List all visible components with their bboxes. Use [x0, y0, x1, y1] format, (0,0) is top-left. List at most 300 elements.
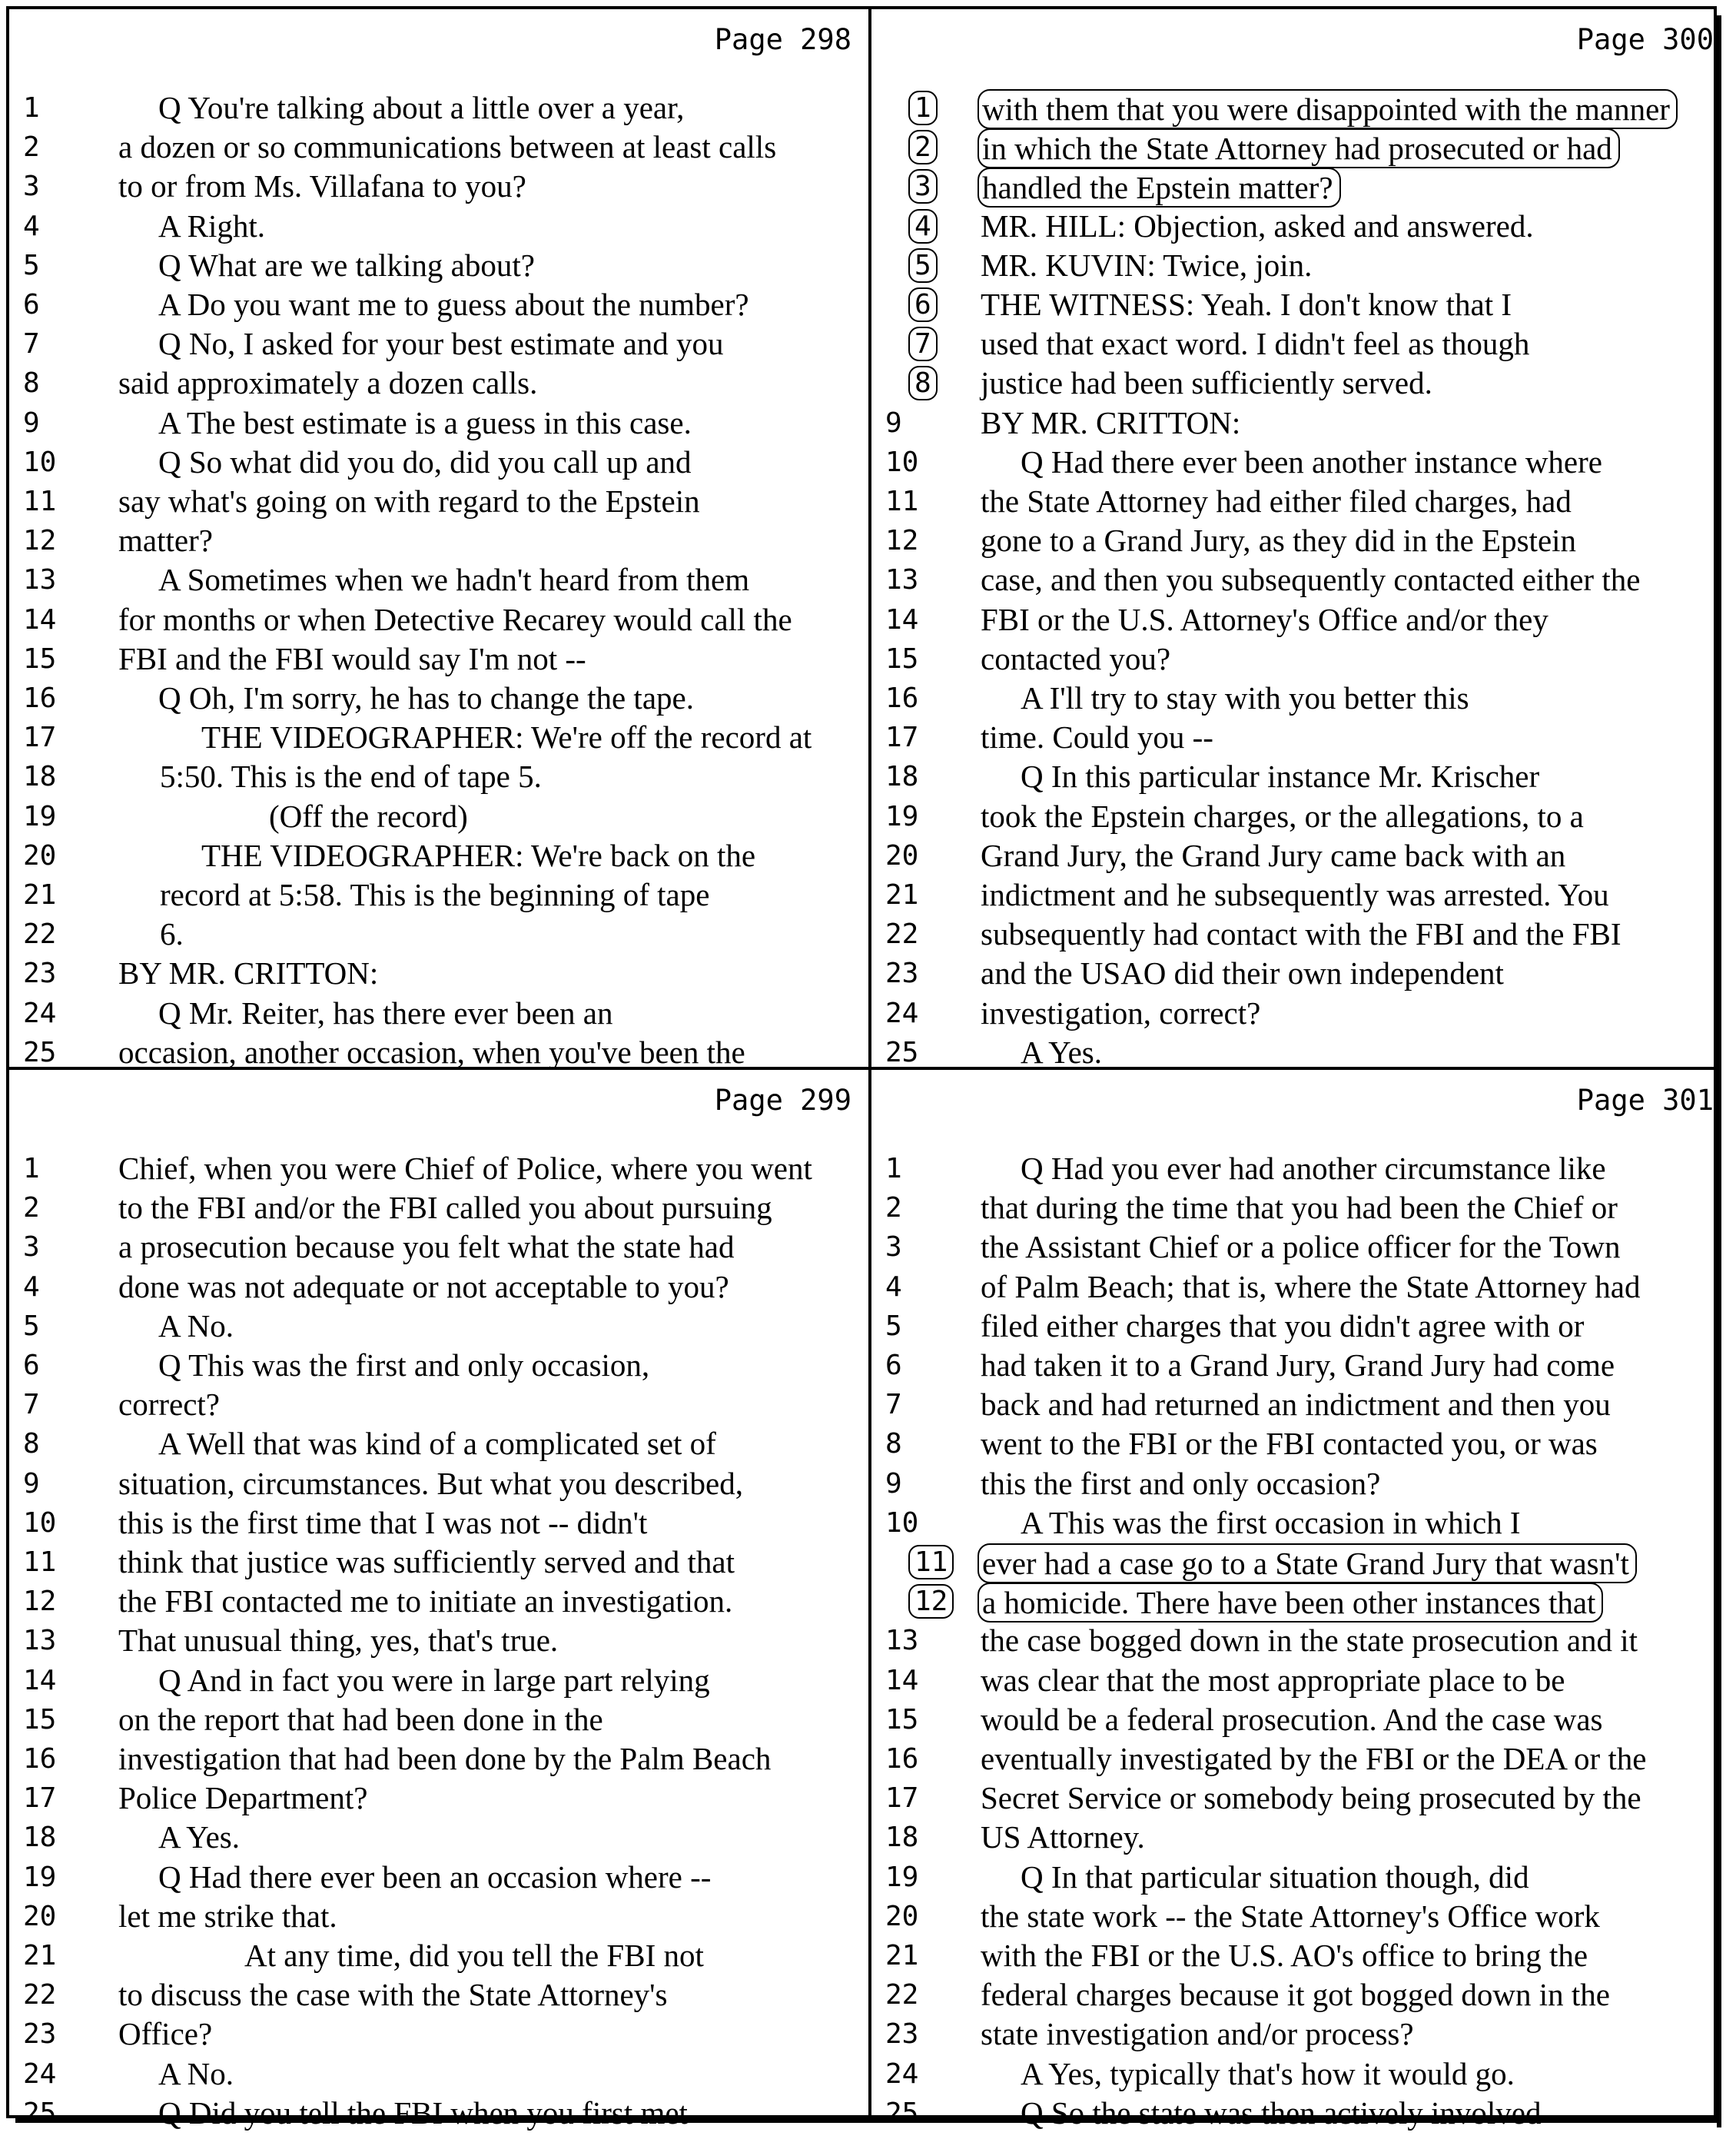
line-text: record at 5:58. This is the beginning of tape	[160, 877, 710, 912]
line-text: time. Could you --	[981, 719, 1213, 756]
transcript-line	[871, 2094, 1724, 2134]
transcript-line	[9, 1858, 862, 1898]
line-number: 11	[23, 1546, 57, 1578]
line-text: to the FBI and/or the FBI called you about pursuing	[118, 1190, 772, 1226]
transcript-line	[9, 1818, 862, 1858]
line-text: in which the State Attorney had prosecuted or had	[978, 128, 1620, 168]
transcript-line	[9, 837, 862, 876]
line-text: matter?	[118, 523, 213, 559]
line-number: 6	[885, 1350, 902, 1381]
transcript-line	[871, 1858, 1724, 1898]
transcript-line	[871, 1307, 1724, 1347]
line-number: 22	[885, 1979, 919, 2011]
line-number: 9	[885, 1467, 902, 1500]
line-text: situation, circumstances. But what you described,	[118, 1465, 743, 1501]
line-number: 6	[23, 1350, 40, 1381]
line-number: 21	[885, 879, 919, 911]
line-text: the state work -- the State Attorney's Office work	[981, 1898, 1600, 1934]
line-text: went to the FBI or the FBI contacted you, or was	[981, 1426, 1598, 1462]
line-number: 16	[23, 683, 57, 714]
line-text: contacted you?	[981, 640, 1171, 676]
transcript-line	[871, 443, 1724, 483]
line-text: Q This was the first and only occasion,	[158, 1347, 650, 1383]
transcript-line	[9, 1701, 862, 1740]
transcript-line	[9, 1307, 862, 1347]
line-text: Chief, when you were Chief of Police, where you went	[118, 1151, 812, 1186]
line-text: investigation, correct?	[981, 995, 1261, 1031]
line-text: A I'll try to stay with you better this	[1021, 680, 1469, 716]
transcript-line	[9, 168, 862, 207]
transcript-line	[871, 522, 1724, 561]
line-text: done was not adequate or not acceptable to you?	[118, 1268, 729, 1304]
line-number: 15	[23, 643, 57, 675]
transcript-line	[871, 1898, 1724, 1937]
line-number: 6	[23, 289, 40, 321]
line-number: 13	[885, 1625, 919, 1657]
transcript-line	[871, 1268, 1724, 1307]
line-number: 10	[23, 446, 57, 478]
page-label: Page 298	[714, 23, 851, 56]
transcript-line	[9, 1583, 862, 1622]
line-text: state investigation and/or process?	[981, 2016, 1414, 2052]
line-text: US Attorney.	[981, 1819, 1145, 1855]
line-number: 10	[885, 1506, 919, 1539]
line-text: a dozen or so communications between at least calls	[118, 129, 777, 165]
line-number: 5	[908, 248, 938, 283]
line-number: 18	[885, 761, 919, 793]
transcript-line	[9, 1347, 862, 1386]
line-text: A Well that was kind of a complicated set of	[158, 1426, 716, 1462]
page-label: Page 299	[714, 1084, 851, 1117]
transcript-line	[9, 798, 862, 837]
transcript-line	[871, 876, 1724, 915]
transcript-line	[9, 2094, 862, 2134]
line-number: 2	[908, 130, 938, 164]
transcript-line	[871, 640, 1724, 679]
line-text: on the report that had been done in the	[118, 1701, 603, 1737]
transcript-line	[871, 483, 1724, 522]
line-number: 14	[885, 603, 919, 636]
line-text: Q Oh, I'm sorry, he has to change the tape.	[158, 680, 694, 716]
line-number: 4	[885, 1270, 902, 1303]
line-text: Secret Service or somebody being prosecuted by the	[981, 1780, 1641, 1816]
line-number: 4	[23, 210, 40, 242]
transcript-line	[871, 915, 1724, 955]
transcript-line	[871, 1425, 1724, 1464]
line-number: 2	[23, 131, 40, 164]
line-text: FBI or the U.S. Attorney's Office and/or they	[981, 601, 1548, 637]
transcript-line	[9, 955, 862, 994]
line-text: A Do you want me to guess about the number?	[158, 287, 749, 322]
transcript-line	[871, 89, 1724, 128]
line-number: 14	[23, 1664, 57, 1696]
line-number: 11	[908, 1545, 954, 1579]
line-number: 1	[23, 1153, 40, 1184]
transcript-sheet	[6, 6, 1717, 2131]
line-text: say what's going on with regard to the Epstein	[118, 483, 700, 519]
transcript-line	[871, 601, 1724, 640]
line-number: 3	[23, 1231, 40, 1264]
line-number: 25	[885, 2097, 919, 2129]
line-number: 20	[23, 839, 57, 872]
line-number: 4	[908, 209, 938, 244]
line-text: investigation that had been done by the Palm Beach	[118, 1741, 772, 1776]
transcript-line	[871, 1543, 1724, 1583]
line-text: took the Epstein charges, or the allegations, to a	[981, 798, 1584, 834]
line-text: the Assistant Chief or a police officer for the Town	[981, 1229, 1621, 1265]
transcript-line	[871, 1583, 1724, 1622]
line-text: That unusual thing, yes, that's true.	[118, 1623, 559, 1659]
line-text: Q So what did you do, did you call up and	[158, 443, 692, 480]
line-text: Office?	[118, 2016, 213, 2052]
line-text: A No.	[158, 1307, 234, 1344]
line-number: 1	[23, 92, 40, 124]
line-number: 13	[23, 564, 57, 596]
line-number: 4	[23, 1270, 40, 1303]
line-number: 23	[23, 958, 57, 990]
line-text: 6.	[160, 916, 184, 952]
line-text: a prosecution because you felt what the state had	[118, 1229, 735, 1265]
line-text: the FBI contacted me to initiate an investigation.	[118, 1583, 733, 1619]
line-number: 10	[23, 1506, 57, 1539]
transcript-line	[9, 995, 862, 1034]
line-number: 24	[23, 997, 57, 1029]
page-panel-301	[871, 1070, 1724, 2131]
page-label: Page 300	[1576, 23, 1714, 56]
transcript-line	[871, 1976, 1724, 2015]
line-number: 15	[885, 643, 919, 675]
transcript-line	[871, 955, 1724, 994]
line-text: FBI and the FBI would say I'm not --	[118, 640, 586, 676]
line-number: 1	[908, 91, 938, 125]
line-text: said approximately a dozen calls.	[118, 365, 538, 401]
line-number: 25	[23, 1036, 57, 1068]
line-text: A The best estimate is a guess in this case.	[158, 404, 692, 440]
line-text: THE WITNESS: Yeah. I don't know that I	[981, 287, 1512, 322]
transcript-line	[9, 483, 862, 522]
transcript-line	[9, 1386, 862, 1425]
transcript-line	[9, 325, 862, 364]
line-number: 17	[23, 722, 57, 754]
line-text: that during the time that you had been the Chief or	[981, 1190, 1618, 1226]
line-text: Police Department?	[118, 1780, 368, 1816]
line-number: 3	[908, 169, 938, 204]
line-text: subsequently had contact with the FBI and the FBI	[981, 916, 1621, 952]
line-text: Q Had there ever been another instance where	[1021, 443, 1602, 480]
line-text: eventually investigated by the FBI or the DEA or the	[981, 1741, 1647, 1776]
line-number: 23	[23, 2018, 57, 2051]
line-number: 12	[908, 1584, 954, 1619]
transcript-line	[9, 1504, 862, 1543]
line-number: 20	[23, 1900, 57, 1932]
line-number: 16	[885, 1743, 919, 1775]
line-number: 25	[23, 2097, 57, 2129]
line-number: 8	[885, 1428, 902, 1460]
transcript-line	[9, 404, 862, 443]
line-text: Q Had you ever had another circumstance like	[1021, 1151, 1606, 1186]
transcript-line	[871, 719, 1724, 758]
line-number: 17	[885, 1782, 919, 1815]
line-text: of Palm Beach; that is, where the State Attorney had	[981, 1268, 1641, 1304]
line-text: federal charges because it got bogged down in the	[981, 1977, 1610, 2013]
line-text: justice had been sufficiently served.	[981, 365, 1432, 401]
transcript-line	[871, 208, 1724, 247]
transcript-line	[9, 247, 862, 286]
transcript-line	[871, 561, 1724, 600]
line-number: 15	[23, 1703, 57, 1735]
transcript-line	[871, 168, 1724, 207]
line-text: to or from Ms. Villafana to you?	[118, 168, 526, 204]
line-text: the State Attorney had either filed charges, had	[981, 483, 1572, 519]
line-number: 21	[23, 1940, 57, 1971]
page-panel-300	[871, 9, 1724, 1070]
line-number: 18	[23, 1822, 57, 1854]
line-text: this the first and only occasion?	[981, 1465, 1381, 1501]
transcript-line	[871, 247, 1724, 286]
line-text: correct?	[118, 1387, 220, 1423]
line-text: was clear that the most appropriate place to be	[981, 1662, 1565, 1698]
line-text: Q And in fact you were in large part relying	[158, 1662, 710, 1698]
transcript-line	[9, 1268, 862, 1307]
line-text: THE VIDEOGRAPHER: We're off the record at	[201, 719, 812, 756]
transcript-line	[9, 286, 862, 325]
line-text: 5:50. This is the end of tape 5.	[160, 759, 542, 795]
line-number: 2	[23, 1192, 40, 1224]
transcript-line	[9, 364, 862, 404]
line-number: 20	[885, 839, 919, 872]
line-number: 12	[23, 1586, 57, 1618]
transcript-line	[9, 1976, 862, 2015]
line-text: to discuss the case with the State Attorney's	[118, 1977, 668, 2013]
transcript-line	[871, 1662, 1724, 1701]
line-text: THE VIDEOGRAPHER: We're back on the	[201, 837, 756, 873]
line-number: 5	[885, 1310, 902, 1342]
line-number: 7	[23, 328, 40, 360]
transcript-line	[9, 1425, 862, 1464]
line-text: A Yes, typically that's how it would go.	[1021, 2055, 1515, 2091]
transcript-line	[871, 1034, 1724, 1073]
line-text: Q You're talking about a little over a year,	[158, 90, 685, 125]
line-text: case, and then you subsequently contacted either the	[981, 562, 1641, 598]
transcript-line	[871, 1386, 1724, 1425]
transcript-line	[9, 561, 862, 600]
line-number: 8	[23, 1428, 40, 1460]
line-text: indictment and he subsequently was arrested. You	[981, 877, 1609, 912]
line-number: 7	[908, 327, 938, 361]
line-text: Q Did you tell the FBI when you first met	[158, 2094, 688, 2131]
line-number: 6	[908, 287, 938, 322]
line-number: 22	[23, 1979, 57, 2011]
transcript-line	[871, 404, 1724, 443]
line-number: 22	[23, 918, 57, 951]
line-number: 2	[885, 1192, 902, 1224]
line-number: 13	[23, 1625, 57, 1657]
line-text: A Yes.	[1021, 1034, 1102, 1070]
line-number: 17	[23, 1782, 57, 1815]
line-number: 9	[885, 407, 902, 439]
transcript-line	[9, 1740, 862, 1779]
line-number: 5	[23, 249, 40, 281]
line-number: 9	[23, 1467, 40, 1500]
line-text: would be a federal prosecution. And the case was	[981, 1701, 1603, 1737]
line-text: think that justice was sufficiently served and that	[118, 1544, 735, 1579]
transcript-line	[9, 679, 862, 719]
transcript-line	[9, 89, 862, 128]
line-number: 21	[885, 1940, 919, 1971]
transcript-line	[871, 1228, 1724, 1267]
line-number: 20	[885, 1900, 919, 1932]
line-number: 3	[23, 171, 40, 203]
transcript-line	[9, 2055, 862, 2094]
line-number: 23	[885, 958, 919, 990]
line-number: 24	[23, 2058, 57, 2090]
line-number: 14	[23, 603, 57, 636]
transcript-line	[9, 443, 862, 483]
line-text: MR. KUVIN: Twice, join.	[981, 247, 1313, 283]
line-text: (Off the record)	[269, 798, 468, 834]
line-number: 15	[885, 1703, 919, 1735]
transcript-line	[871, 325, 1724, 364]
line-number: 18	[23, 761, 57, 793]
transcript-line	[9, 758, 862, 797]
line-number: 19	[23, 800, 57, 832]
line-number: 3	[885, 1231, 902, 1264]
line-number: 11	[885, 486, 919, 517]
transcript-line	[871, 1701, 1724, 1740]
line-number: 9	[23, 407, 40, 439]
line-number: 5	[23, 1310, 40, 1342]
line-number: 10	[885, 446, 919, 478]
line-text: A No.	[158, 2055, 234, 2091]
page-panel-298	[9, 9, 862, 1070]
line-number: 19	[23, 1861, 57, 1893]
line-text: Q Mr. Reiter, has there ever been an	[158, 995, 613, 1031]
line-text: At any time, did you tell the FBI not	[244, 1938, 704, 1973]
line-text: BY MR. CRITTON:	[118, 955, 379, 991]
transcript-line	[871, 364, 1724, 404]
transcript-line	[871, 837, 1724, 876]
transcript-line	[9, 1622, 862, 1661]
transcript-line	[9, 1543, 862, 1583]
line-number: 16	[885, 683, 919, 714]
line-text: with them that you were disappointed with the manner	[978, 89, 1678, 129]
transcript-line	[871, 758, 1724, 797]
transcript-line	[871, 995, 1724, 1034]
transcript-line	[871, 679, 1724, 719]
line-number: 24	[885, 997, 919, 1029]
line-text: Q No, I asked for your best estimate and you	[158, 326, 724, 362]
line-number: 24	[885, 2058, 919, 2090]
transcript-line	[9, 2015, 862, 2054]
line-text: back and had returned an indictment and then you	[981, 1387, 1611, 1423]
transcript-line	[871, 1504, 1724, 1543]
transcript-line	[9, 522, 862, 561]
transcript-line	[871, 1465, 1724, 1504]
line-text: used that exact word. I didn't feel as though	[981, 326, 1530, 362]
line-text: and the USAO did their own independent	[981, 955, 1504, 991]
line-text: occasion, another occasion, when you've been the	[118, 1034, 745, 1070]
line-number: 7	[23, 1389, 40, 1421]
line-number: 12	[23, 525, 57, 557]
line-text: gone to a Grand Jury, as they did in the Epstein	[981, 523, 1577, 559]
transcript-line	[871, 286, 1724, 325]
line-number: 13	[885, 564, 919, 596]
line-text: A Sometimes when we hadn't heard from them	[158, 562, 750, 598]
transcript-line	[871, 1818, 1724, 1858]
line-number: 16	[23, 1743, 57, 1775]
transcript-line	[871, 2055, 1724, 2094]
line-text: with the FBI or the U.S. AO's office to bring the	[981, 1938, 1588, 1973]
transcript-line	[9, 208, 862, 247]
line-text: a homicide. There have been other instances that	[978, 1583, 1603, 1623]
line-number: 18	[885, 1822, 919, 1854]
line-text: Q In this particular instance Mr. Krischer	[1021, 759, 1540, 795]
line-text: filed either charges that you didn't agree with or	[981, 1307, 1585, 1344]
line-number: 8	[23, 367, 40, 400]
transcript-line	[871, 798, 1724, 837]
transcript-line	[9, 1189, 862, 1228]
line-number: 23	[885, 2018, 919, 2051]
transcript-line	[9, 1779, 862, 1818]
transcript-line	[871, 1937, 1724, 1976]
transcript-line	[871, 1150, 1724, 1189]
line-number: 11	[23, 486, 57, 517]
transcript-line	[9, 876, 862, 915]
transcript-line	[871, 1189, 1724, 1228]
line-number: 25	[885, 1036, 919, 1068]
transcript-line	[9, 1898, 862, 1937]
line-number: 17	[885, 722, 919, 754]
line-text: this is the first time that I was not -- didn't	[118, 1504, 648, 1540]
line-text: let me strike that.	[118, 1898, 337, 1934]
line-number: 8	[908, 366, 938, 400]
line-number: 22	[885, 918, 919, 951]
transcript-line	[871, 1622, 1724, 1661]
line-text: BY MR. CRITTON:	[981, 404, 1241, 440]
line-number: 14	[885, 1664, 919, 1696]
transcript-line	[9, 1465, 862, 1504]
line-text: Q So the state was then actively involved	[1021, 2094, 1542, 2131]
line-text: Q Had there ever been an occasion where --	[158, 1858, 712, 1895]
line-number: 19	[885, 1861, 919, 1893]
transcript-line	[9, 1937, 862, 1976]
line-number: 7	[885, 1389, 902, 1421]
transcript-line	[9, 719, 862, 758]
transcript-line	[871, 2015, 1724, 2054]
line-number: 19	[885, 800, 919, 832]
line-text: handled the Epstein matter?	[978, 168, 1341, 208]
transcript-line	[9, 640, 862, 679]
page-label: Page 301	[1576, 1084, 1714, 1117]
transcript-line	[871, 128, 1724, 168]
line-number: 21	[23, 879, 57, 911]
transcript-line	[9, 128, 862, 168]
line-text: had taken it to a Grand Jury, Grand Jury had come	[981, 1347, 1615, 1383]
transcript-line	[9, 1034, 862, 1073]
transcript-line	[9, 1228, 862, 1267]
line-text: MR. HILL: Objection, asked and answered.	[981, 208, 1534, 244]
line-text: for months or when Detective Recarey would call the	[118, 601, 792, 637]
line-text: ever had a case go to a State Grand Jury that wasn't	[978, 1543, 1637, 1583]
line-text: the case bogged down in the state prosecution and it	[981, 1623, 1638, 1659]
transcript-line	[9, 1662, 862, 1701]
line-text: Grand Jury, the Grand Jury came back with an	[981, 837, 1566, 873]
transcript-line	[871, 1347, 1724, 1386]
transcript-line	[871, 1779, 1724, 1818]
page-panel-299	[9, 1070, 862, 2131]
transcript-line	[9, 601, 862, 640]
transcript-line	[9, 915, 862, 955]
